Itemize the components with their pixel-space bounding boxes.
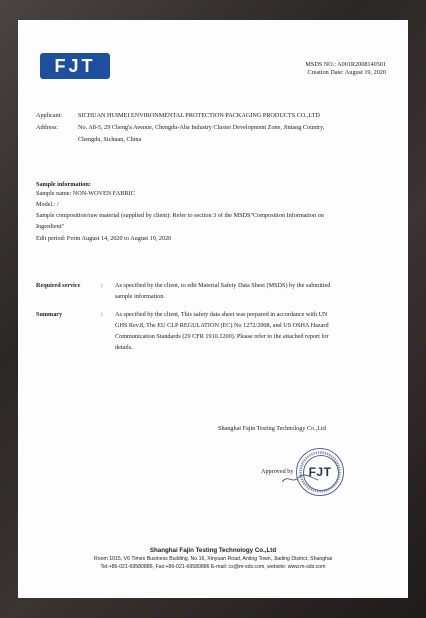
sample-name: Sample name: NON-WOVEN FABRIC — [36, 190, 135, 197]
footer-contact: Tel:+86-021-69580886, Fax:+86-021-69580886 E-mail: cs@m-sds.com, website: www.m-sds.com — [100, 564, 326, 570]
sample-heading: Sample information: — [36, 181, 91, 188]
applicant-label: Applicant: — [36, 112, 63, 119]
footer-address: Room 1015, V6 Times Business Building, No.16, Xinyuan Road, Anting Town, Jiading District, Shanghai — [93, 556, 333, 562]
footer-company: Shanghai Fajin Testing Technology Co.,Ltd — [149, 547, 277, 554]
applicant-value: SICHUAN HUIMEI ENVIRONMENTAL PROTECTION PACKAGING PRODUCTS CO.,LTD — [78, 112, 320, 119]
msds-number: MSDS NO.: A001R2008140501 — [305, 61, 386, 68]
summary-label: Summary — [36, 311, 63, 318]
summary-line-4: details. — [115, 344, 133, 351]
fjt-logo: FJT — [40, 53, 110, 79]
address-line-2: Chengdu, Sichuan, China — [78, 136, 142, 143]
seal-text: FJT — [308, 465, 332, 479]
required-service-colon: : — [101, 282, 103, 289]
summary-line-3: Communication Standards (29 CFR 1910.1200). Please refer to the attached report for — [115, 333, 329, 340]
sample-model: Model.: / — [36, 201, 59, 208]
required-service-label: Required service — [36, 282, 81, 289]
approved-by-label: Approved by — [261, 468, 294, 475]
edit-period: Edit period: From August 14, 2020 to August 19, 2020 — [36, 235, 172, 242]
sample-composition-line-2: Ingredient" — [36, 223, 64, 230]
signing-company: Shanghai Fajin Testing Technology Co.,Ltd — [218, 425, 326, 432]
creation-date: Creation Date: August 19, 2020 — [307, 69, 386, 76]
address-line-1: No. A8-5, 29 Cheng'a Avenue, Chengdu-Aba Industry Cluster Development Zone, Jintang Country, — [78, 124, 325, 131]
summary-colon: : — [101, 311, 103, 318]
signature-scribble-icon — [280, 472, 320, 486]
certificate-paper — [18, 20, 408, 598]
required-service-line-2: sample information. — [115, 293, 165, 300]
summary-line-2: GHS Rev.8, The EU CLP REGULATION (EC) No 1272/2008, and US OSHA Hazard — [115, 322, 329, 329]
summary-line-1: As specified by the client, This safety data sheet was prepared in accordance with UN — [115, 311, 328, 318]
address-label: Address: — [36, 124, 58, 131]
sample-composition-line-1: Sample composition/raw material (supplied by client): Refer to section 3 of the MSDS"Composition Information on — [36, 212, 324, 219]
required-service-line-1: As specified by the client, to edit Material Safety Data Sheet (MSDS) by the submitted — [115, 282, 331, 289]
